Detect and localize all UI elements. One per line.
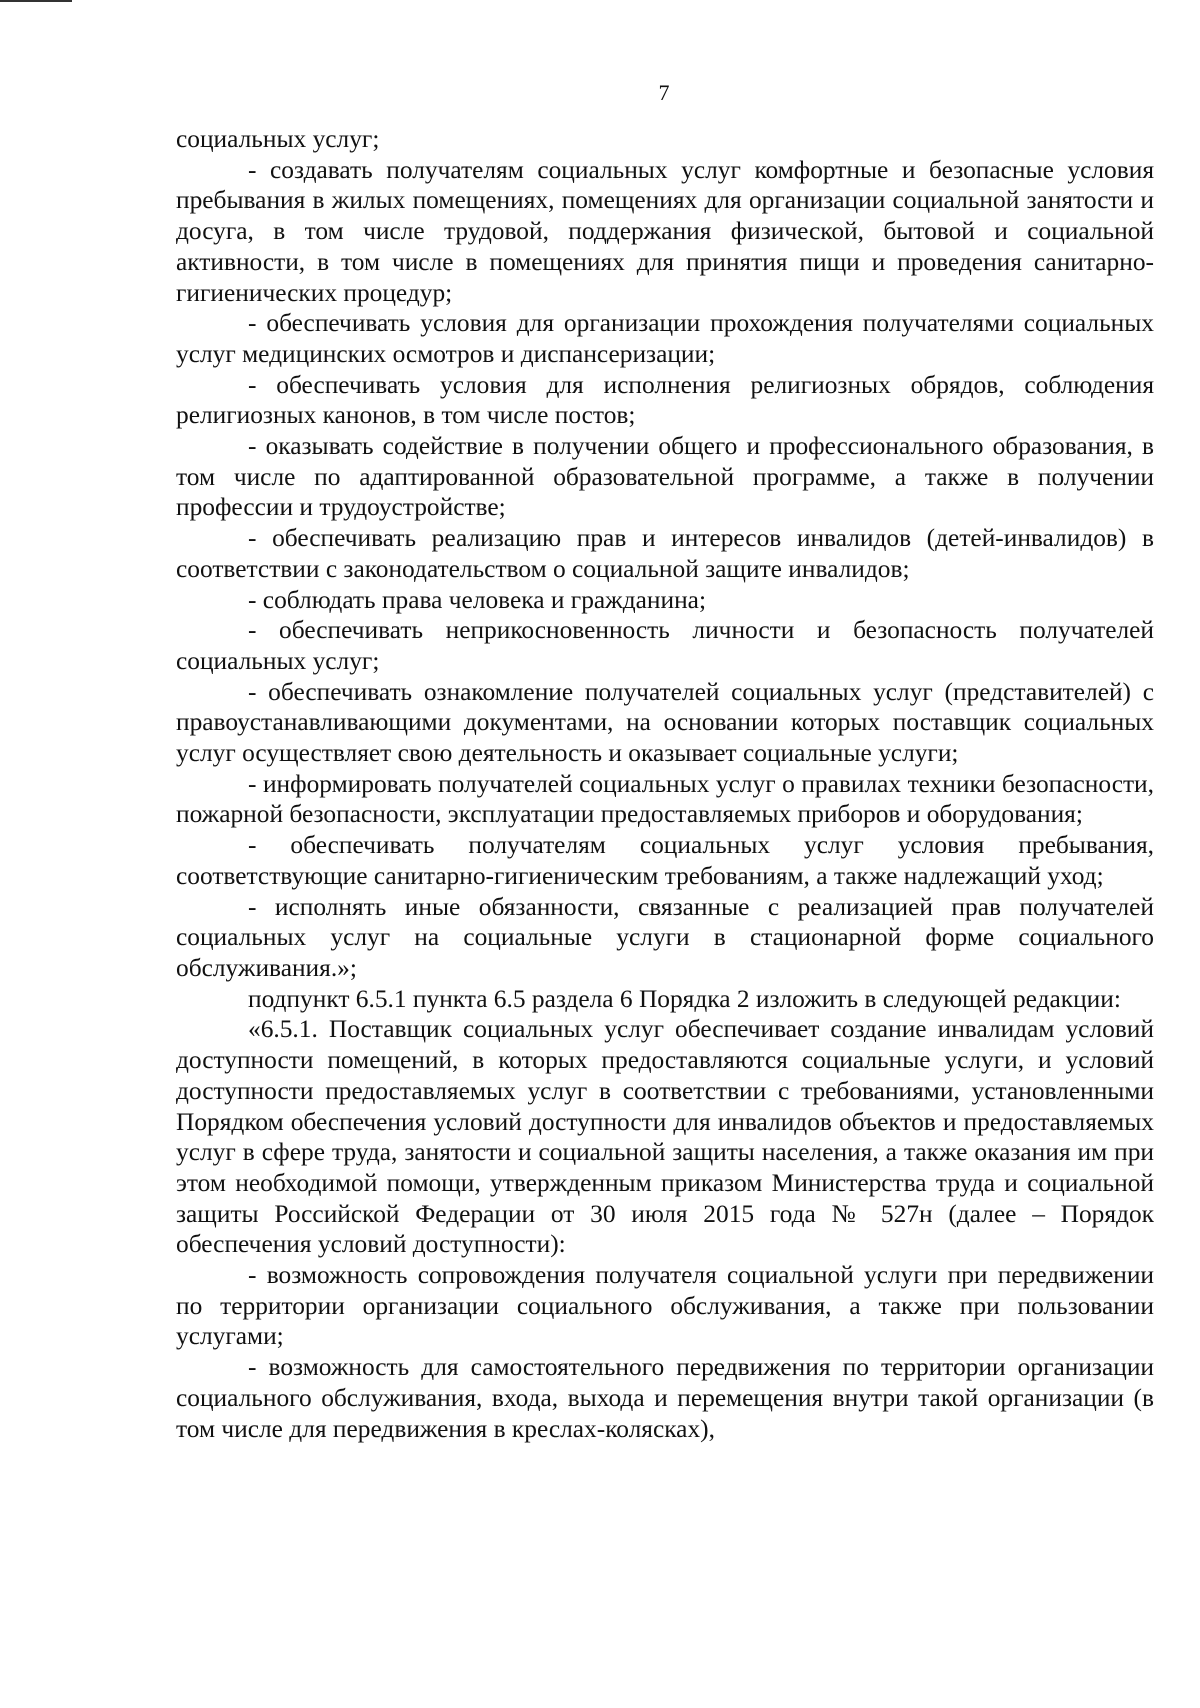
paragraph: - возможность для самостоятельного передвижения по территории организации социального обслуживания, входа, выхода и перемещения внутри такой организации (в том числе для передвижения в креслах-колясках), — [176, 1353, 1154, 1443]
paragraph: - соблюдать права человека и гражданина; — [248, 585, 706, 614]
document-body — [176, 124, 1154, 1444]
paragraph: социальных услуг; — [176, 125, 380, 153]
paragraph: - обеспечивать условия для исполнения религиозных обрядов, соблюдения религиозных канонов, в том числе постов; — [176, 370, 1154, 430]
scan-edge-mark — [0, 0, 72, 2]
paragraph: - исполнять иные обязанности, связанные с реализацией прав получателей социальных услуг на социальные услуги в стационарной форме социального обслуживания.»; — [176, 892, 1154, 982]
paragraph: - обеспечивать реализацию прав и интересов инвалидов (детей-инвалидов) в соответствии с законодательством о социальной защите инвалидов; — [176, 524, 1154, 583]
paragraph: «6.5.1. Поставщик социальных услуг обеспечивает создание инвалидам условий доступности помещений, в которых предоставляются социальные услуги, и условий доступности предоставляемых услуг в соответствии с требованиями, установленными Порядком обеспечения условий доступности для инвалидов объектов и предоставляемых услуг в сфере труда, занятости и социальной защиты населения, а также оказания им при этом необходимой помощи, утвержденным приказом Министерства труда и социальной защиты Российской Федерации от 30 июля 2015 года № 527н (далее – Порядок обеспечения условий доступности): — [176, 1015, 1154, 1259]
paragraph: - информировать получателей социальных услуг о правилах техники безопасности, пожарной безопасности, эксплуатации предоставляемых приборов и оборудования; — [176, 769, 1154, 829]
paragraph: - возможность сопровождения получателя социальной услуги при передвижении по территории организации социального обслуживания, а также при пользовании услугами; — [176, 1261, 1154, 1351]
paragraph: - обеспечивать получателям социальных услуг условия пребывания, соответствующие санитарно-гигиеническим требованиям, а также надлежащий уход; — [176, 831, 1154, 890]
paragraph: - обеспечивать ознакомление получателей социальных услуг (представителей) с правоустанавливающими документами, на основании которых поставщик социальных услуг осуществляет свою деятельность и оказывает социальные услуги; — [176, 677, 1154, 768]
paragraph: подпункт 6.5.1 пункта 6.5 раздела 6 Порядка 2 изложить в следующей редакции: — [248, 984, 1121, 1013]
page-number: 7 — [658, 80, 670, 105]
paragraph: - обеспечивать условия для организации прохождения получателями социальных услуг медицинских осмотров и диспансеризации; — [176, 309, 1154, 368]
paragraph: - обеспечивать неприкосновенность личности и безопасность получателей социальных услуг; — [176, 616, 1154, 675]
paragraph: - создавать получателям социальных услуг комфортные и безопасные условия пребывания в жилых помещениях, помещениях для организации социальной занятости и досуга, в том числе трудовой, поддержания физической, бытовой и социальной активности, в том числе в помещениях для принятия пищи и проведения санитарно-гигиенических процедур; — [176, 155, 1154, 307]
paragraph: - оказывать содействие в получении общего и профессионального образования, в том числе по адаптированной образовательной программе, а также в получении профессии и трудоустройстве; — [176, 432, 1154, 522]
